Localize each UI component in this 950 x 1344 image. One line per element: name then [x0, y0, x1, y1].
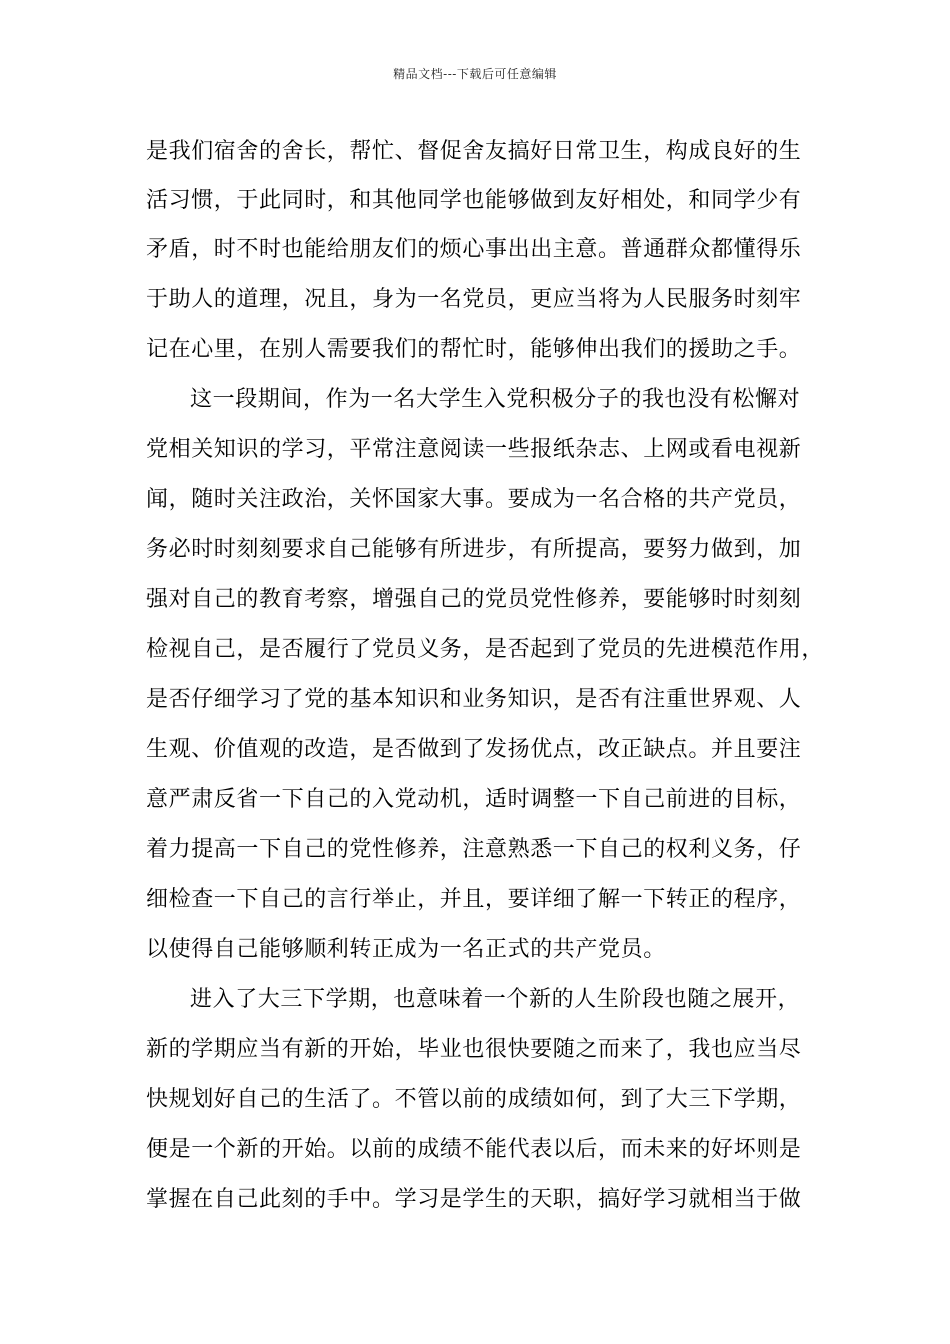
- body-line: 细检查一下自己的言行举止，并且，要详细了解一下转正的程序，: [146, 887, 802, 912]
- body-line: 掌握在自己此刻的手中。学习是学生的天职，搞好学习就相当于做: [146, 1187, 802, 1212]
- body-line: 着力提高一下自己的党性修养，注意熟悉一下自己的权利义务，仔: [146, 837, 802, 862]
- body-line: 记在心里，在别人需要我们的帮忙时，能够伸出我们的援助之手。: [146, 337, 802, 362]
- page-header: 精品文档---下载后可任意编辑: [393, 67, 557, 81]
- body-line: 是否仔细学习了党的基本知识和业务知识，是否有注重世界观、人: [146, 687, 802, 712]
- body-line: 以使得自己能够顺利转正成为一名正式的共产党员。: [146, 937, 666, 962]
- body-line: 强对自己的教育考察，增强自己的党员党性修养，要能够时时刻刻: [146, 587, 802, 612]
- body-line: 意严肃反省一下自己的入党动机，适时调整一下自己前进的目标，: [146, 787, 802, 812]
- body-line: 矛盾，时不时也能给朋友们的烦心事出出主意。普通群众都懂得乐: [146, 237, 802, 262]
- paragraph-start-line: 这一段期间，作为一名大学生入党积极分子的我也没有松懈对: [190, 387, 801, 412]
- body-line: 是我们宿舍的舍长，帮忙、督促舍友搞好日常卫生，构成良好的生: [146, 139, 802, 164]
- body-line: 新的学期应当有新的开始，毕业也很快要随之而来了，我也应当尽: [146, 1037, 802, 1062]
- body-line: 务必时时刻刻要求自己能够有所进步，有所提高，要努力做到，加: [146, 537, 802, 562]
- body-line: 检视自己，是否履行了党员义务，是否起到了党员的先进模范作用，: [146, 637, 825, 662]
- body-line: 活习惯，于此同时，和其他同学也能够做到友好相处，和同学少有: [146, 188, 802, 213]
- body-line: 党相关知识的学习，平常注意阅读一些报纸杂志、上网或看电视新: [146, 437, 802, 462]
- body-line: 快规划好自己的生活了。不管以前的成绩如何，到了大三下学期，: [146, 1087, 802, 1112]
- body-line: 便是一个新的开始。以前的成绩不能代表以后，而未来的好坏则是: [146, 1137, 802, 1162]
- body-line: 生观、价值观的改造，是否做到了发扬优点，改正缺点。并且要注: [146, 737, 802, 762]
- paragraph-start-line: 进入了大三下学期，也意味着一个新的人生阶段也随之展开，: [190, 987, 801, 1012]
- body-line: 闻，随时关注政治，关怀国家大事。要成为一名合格的共产党员，: [146, 487, 802, 512]
- body-line: 于助人的道理，况且，身为一名党员，更应当将为人民服务时刻牢: [146, 287, 802, 312]
